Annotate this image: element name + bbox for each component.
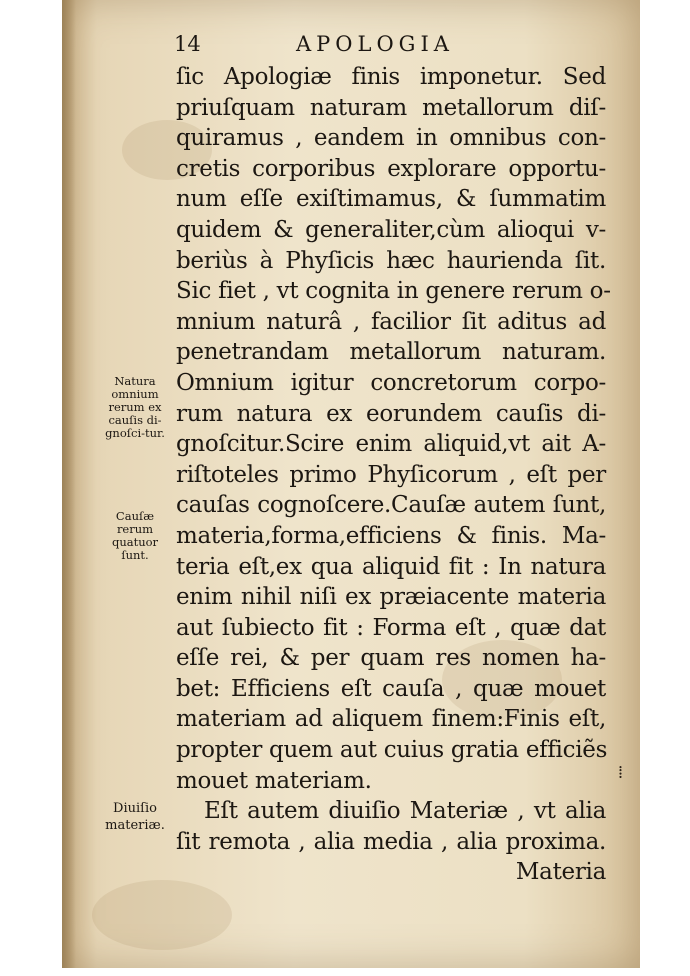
text-line: rum natura ex eorundem cauſis di-	[176, 400, 606, 427]
text-line: quidem & generaliter,cùm alioqui v-	[176, 216, 606, 243]
text-line: penetrandam metallorum naturam.	[176, 339, 606, 366]
margin-note: Natura omnium rerum ex cauſis di-gnoſci-tur.	[105, 374, 165, 440]
text-line: cauſas cognoſcere.Cauſæ autem ſunt,	[176, 492, 606, 519]
text-line: num eſſe exiſtimamus, & ſummatim	[176, 186, 606, 213]
text-line: materia,forma,efficiens & finis. Ma-	[176, 522, 606, 549]
text-line: aut ſubiecto fit : Forma eſt , quæ dat	[176, 614, 606, 641]
text-line: ſit remota , alia media , alia proxima.	[176, 828, 606, 855]
text-line: propter quem aut cuius gratia efficiẽs	[176, 737, 608, 764]
text-line: bet: Efficiens eſt cauſa , quæ mouet	[176, 675, 606, 702]
text-line: materiam ad aliquem finem:Finis eſt,	[176, 706, 606, 733]
text-line: Sic fiet , vt cognita in genere rerum o-	[176, 278, 611, 305]
text-line: quiramus , eandem in omnibus con-	[176, 125, 606, 152]
text-line: riſtoteles primo Phyſicorum , eſt per	[176, 461, 606, 488]
text-line: enim nihil niſi ex præiacente materia	[176, 584, 606, 611]
text-line: mouet materiam.	[176, 767, 372, 794]
book-page	[62, 0, 640, 968]
text-line: beriùs à Phyſicis hæc haurienda ſit.	[176, 247, 606, 274]
margin-note: Cauſæ rerum quatuor ſunt.	[111, 509, 159, 562]
text-line: ſic Apologiæ finis imponetur. Sed	[176, 64, 606, 90]
page-number: 14	[174, 32, 201, 56]
page-gutter	[62, 0, 76, 968]
page-header	[174, 32, 574, 62]
text-line: mnium naturâ , facilior ſit aditus ad	[176, 308, 606, 335]
margin-note: Diuiſio materiæ.	[105, 801, 165, 833]
text-line: Eſt autem diuiſio Materiæ , vt alia	[204, 798, 606, 825]
text-line: Omnium igitur concretorum corpo-	[176, 369, 606, 396]
body-text	[176, 62, 611, 888]
text-line: eſſe rei, & per quam res nomen ha-	[176, 645, 606, 672]
running-title: APOLOGIA	[296, 32, 454, 56]
text-line: gnoſcitur.Scire enim aliquid,vt ait A-	[176, 431, 606, 458]
ornament-icon: ⁞	[618, 762, 624, 783]
text-line: priuſquam naturam metallorum diſ-	[176, 94, 606, 121]
paper-stain	[92, 880, 232, 950]
text-line: cretis corporibus explorare opportu-	[176, 155, 606, 182]
text-line: teria eſt,ex qua aliquid fit : In natura	[176, 553, 606, 580]
catchword: Materia	[515, 859, 606, 886]
